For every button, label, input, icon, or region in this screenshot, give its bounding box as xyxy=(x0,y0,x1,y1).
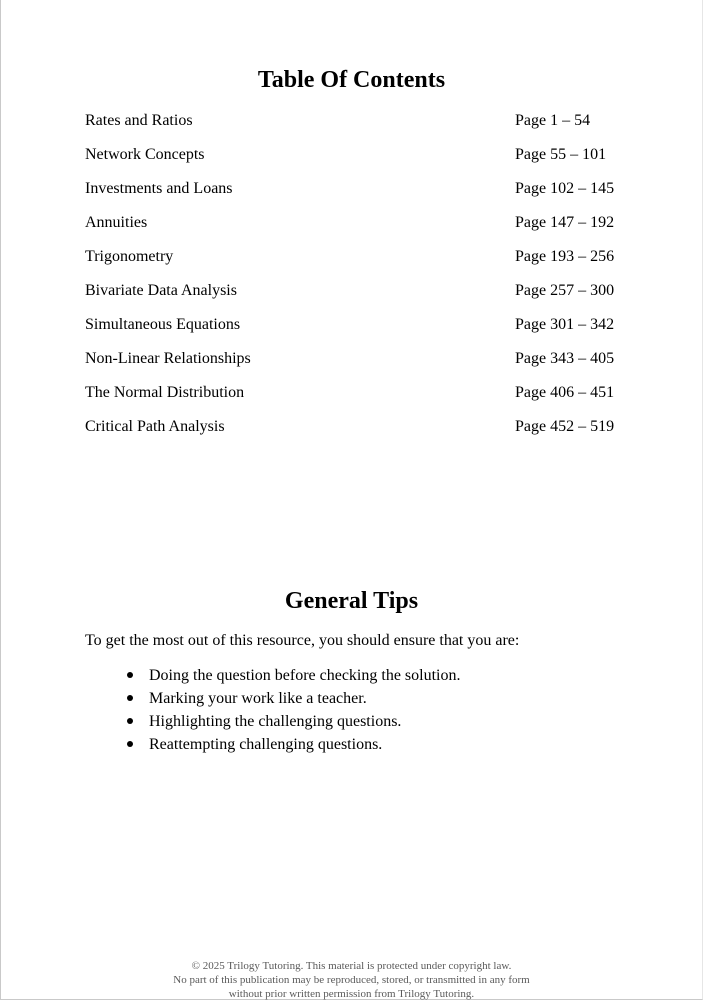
toc-list xyxy=(85,110,625,450)
toc-chapter-name: Simultaneous Equations xyxy=(85,316,241,333)
footer-line: without prior written permission from Trilogy Tutoring. xyxy=(228,988,475,1000)
toc-page-range: Page 102 – 145 xyxy=(515,180,615,197)
toc-entry xyxy=(85,280,625,314)
toc-title: Table Of Contents xyxy=(257,67,446,93)
tips-title: General Tips xyxy=(284,588,419,614)
tips-item-text: Marking your work like a teacher. xyxy=(149,690,367,707)
toc-chapter-name: The Normal Distribution xyxy=(85,384,245,401)
bullet-icon xyxy=(127,718,133,724)
tips-list-item xyxy=(125,710,460,733)
toc-page-range: Page 147 – 192 xyxy=(515,214,615,231)
tips-item-text: Highlighting the challenging questions. xyxy=(149,713,402,730)
tips-intro: To get the most out of this resource, you should ensure that you are: xyxy=(85,632,520,649)
toc-chapter-name: Rates and Ratios xyxy=(85,112,193,129)
toc-chapter-name: Trigonometry xyxy=(85,248,174,265)
tips-item-text: Doing the question before checking the solution. xyxy=(149,667,461,684)
tips-list-item xyxy=(125,687,460,710)
toc-page-range: Page 55 – 101 xyxy=(515,146,607,163)
toc-entry xyxy=(85,110,625,144)
toc-entry xyxy=(85,178,625,212)
toc-chapter-name: Investments and Loans xyxy=(85,180,233,197)
toc-chapter-name: Bivariate Data Analysis xyxy=(85,282,237,299)
toc-page-range: Page 406 – 451 xyxy=(515,384,615,401)
toc-chapter-name: Critical Path Analysis xyxy=(85,418,225,435)
footer-line: © 2025 Trilogy Tutoring. This material is protected under copyright law. xyxy=(191,960,512,972)
toc-page-range: Page 343 – 405 xyxy=(515,350,615,367)
toc-page-range: Page 1 – 54 xyxy=(515,112,591,129)
toc-entry xyxy=(85,246,625,280)
toc-chapter-name: Network Concepts xyxy=(85,146,205,163)
toc-page-range: Page 301 – 342 xyxy=(515,316,615,333)
toc-chapter-name: Annuities xyxy=(85,214,148,231)
toc-page-range: Page 257 – 300 xyxy=(515,282,615,299)
copyright-footer xyxy=(1,959,702,1001)
tips-list xyxy=(125,664,460,756)
toc-entry xyxy=(85,144,625,178)
bullet-icon xyxy=(127,741,133,747)
toc-chapter-name: Non-Linear Relationships xyxy=(85,350,251,367)
bullet-icon xyxy=(127,695,133,701)
toc-entry xyxy=(85,314,625,348)
tips-list-item xyxy=(125,733,460,756)
toc-entry xyxy=(85,382,625,416)
tips-item-text: Reattempting challenging questions. xyxy=(149,736,383,753)
toc-entry xyxy=(85,348,625,382)
toc-entry xyxy=(85,212,625,246)
footer-line: No part of this publication may be reproduced, stored, or transmitted in any form xyxy=(173,974,530,986)
bullet-icon xyxy=(127,672,133,678)
toc-page-range: Page 193 – 256 xyxy=(515,248,615,265)
toc-page-range: Page 452 – 519 xyxy=(515,418,615,435)
toc-entry xyxy=(85,416,625,450)
tips-list-item xyxy=(125,664,460,687)
